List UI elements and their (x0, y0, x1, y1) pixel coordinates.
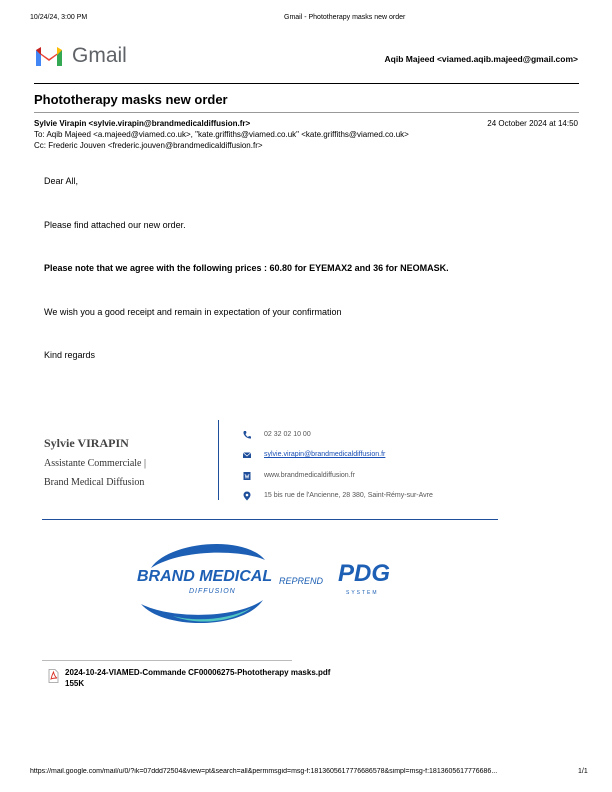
phone-icon (242, 430, 252, 440)
print-datetime: 10/24/24, 3:00 PM (30, 14, 88, 21)
email-subject: Phototherapy masks new order (34, 92, 228, 107)
gmail-logo[interactable] (34, 44, 154, 72)
header-divider (34, 83, 579, 84)
brand-medical-subtext: DIFFUSION (189, 588, 236, 595)
body-line-1: Please find attached our new order. (44, 220, 186, 230)
subject-divider (34, 112, 579, 113)
attachment-divider (42, 660, 292, 661)
brand-medical-logo (133, 538, 273, 626)
email-cc: Cc: Frederic Jouven <frederic.jouven@brandmedicaldiffusion.fr> (34, 141, 263, 150)
signature-company: Brand Medical Diffusion (44, 477, 145, 488)
print-footer-page: 1/1 (578, 768, 588, 775)
location-pin-icon (242, 491, 252, 501)
email-to: To: Aqib Majeed <a.majeed@viamed.co.uk>, "kate.griffiths@viamed.co.uk" <kate.griffiths@viamed.co.uk> (34, 130, 409, 139)
brand-medical-text: BRAND MEDICAL (137, 568, 273, 585)
signature-vertical-divider (218, 420, 219, 500)
attachment-filename[interactable]: 2024-10-24-VIAMED-Commande CF00006275-Phototherapy masks.pdf (65, 668, 331, 677)
website-icon (242, 471, 252, 481)
body-line-2: Please note that we agree with the following prices : 60.80 for EYEMAX2 and 36 for NEOMASK. (44, 263, 449, 273)
signature-phone: 02 32 02 10 00 (264, 431, 311, 438)
body-greeting: Dear All, (44, 176, 79, 186)
print-title: Gmail - Phototherapy masks new order (284, 14, 406, 21)
attachment-size: 155K (65, 679, 85, 688)
pdg-logo-subtext: SYSTEM (346, 590, 379, 596)
pdg-logo-text: PDG (338, 560, 391, 587)
signature-name: Sylvie VIRAPIN (44, 436, 129, 450)
email-from[interactable]: Sylvie Virapin <sylvie.virapin@brandmedicaldiffusion.fr> (34, 119, 251, 128)
pdg-logo (338, 562, 404, 602)
pdf-icon (48, 669, 59, 683)
signature-address: 15 bis rue de l'Ancienne, 28 380, Saint-Rémy-sur-Avre (264, 492, 433, 499)
signature-website[interactable]: www.brandmedicaldiffusion.fr (264, 472, 355, 479)
print-footer-url: https://mail.google.com/mail/u/0/?ik=07ddd72504&view=pt&search=all&permmsgid=msg-f:1813605617776686578&simpl=msg-f:1813605617776686... (30, 768, 498, 775)
gmail-wordmark: Gmail (72, 44, 127, 67)
email-icon (242, 450, 252, 460)
gmail-m-icon (34, 44, 64, 68)
email-date: 24 October 2024 at 14:50 (487, 119, 578, 128)
account-email: Aqib Majeed <viamed.aqib.majeed@gmail.com> (384, 54, 578, 64)
body-line-3: We wish you a good receipt and remain in expectation of your confirmation (44, 307, 342, 317)
reprend-text: REPREND (279, 576, 324, 586)
signature-bottom-divider (42, 519, 498, 520)
body-closing: Kind regards (44, 350, 96, 360)
signature-email-link[interactable]: sylvie.virapin@brandmedicaldiffusion.fr (264, 451, 386, 458)
signature-role: Assistante Commerciale | (44, 458, 146, 469)
attachment[interactable] (48, 668, 448, 692)
